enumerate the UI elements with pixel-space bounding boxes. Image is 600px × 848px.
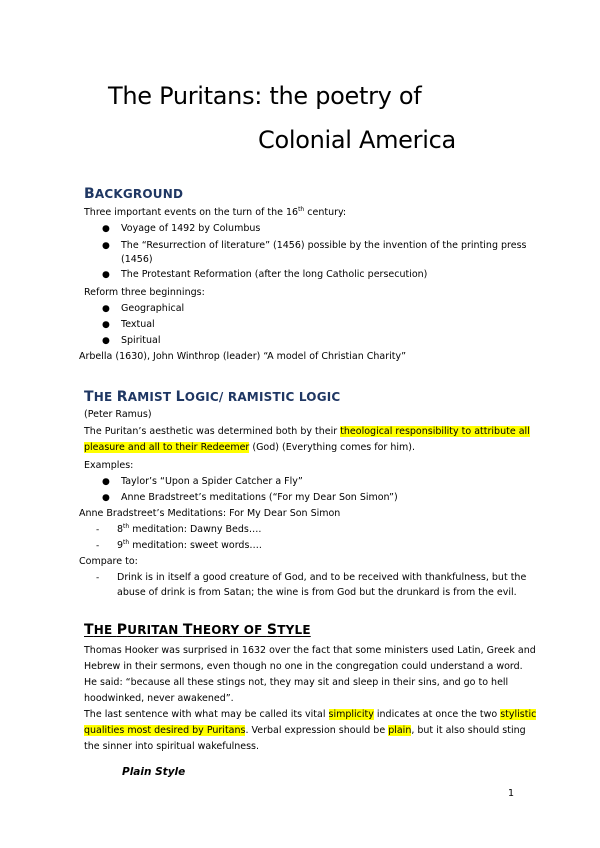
highlight: plain (388, 725, 412, 736)
bullet-icon: ● (102, 270, 110, 280)
event-item: Voyage of 1492 by Columbus (121, 223, 261, 234)
plain-style-subheading: Plain Style (122, 766, 186, 778)
bullet-icon: ● (102, 224, 110, 234)
meditations-title: Anne Bradstreet’s Meditations: For My Dear Son Simon (79, 508, 341, 519)
simplicity-line-1: The last sentence with what may be called its vital simplicity indicates at once the two stylistic (84, 709, 537, 720)
dash-icon: - (96, 525, 100, 535)
highlight: qualities most desired by Puritans (84, 725, 246, 736)
beginning-item: Textual (121, 319, 155, 330)
hooker-line-2: Hebrew in their sermons, even though no one in the congregation could understand a word. (84, 661, 523, 672)
simplicity-line-3: the sinner into spiritual wakefulness. (84, 741, 260, 752)
hooker-line-1: Thomas Hooker was surprised in 1632 over the fact that some ministers used Latin, Greek and (84, 645, 536, 656)
events-intro: Three important events on the turn of the 16th century: (84, 205, 347, 218)
beginning-item: Spiritual (121, 335, 161, 346)
bullet-icon: ● (102, 320, 110, 330)
reform-intro: Reform three beginnings: (84, 287, 205, 298)
compare-line-1: Drink is in itself a good creature of God, and to be received with thankfulness, but the (117, 572, 527, 583)
event-item: The “Resurrection of literature” (1456) possible by the invention of the printing press (121, 240, 527, 251)
background-heading: BACKGROUND (84, 186, 184, 202)
hooker-line-4: hoodwinked, never awakened”. (84, 693, 234, 704)
page-number: 1 (508, 788, 515, 799)
bullet-icon: ● (102, 304, 110, 314)
highlight: pleasure and all to their Redeemer (84, 442, 250, 453)
bullet-icon: ● (102, 241, 110, 251)
highlight: simplicity (328, 709, 374, 720)
compare-line-2: abuse of drink is from Satan; the wine is from God but the drunkard is from the evil. (117, 587, 517, 598)
event-item: The Protestant Reformation (after the long Catholic persecution) (121, 269, 428, 280)
hooker-line-3: He said: “because all these stings not, they may sit and sleep in their sins, and go to hell (84, 677, 509, 688)
event-item-continued: (1456) (121, 254, 153, 265)
bullet-icon: ● (102, 477, 110, 487)
meditation-item: 9th meditation: sweet words…. (117, 538, 262, 551)
title-line-1: The Puritans: the poetry of (108, 82, 422, 110)
aesthetic-line-2: pleasure and all to their Redeemer (God) (Everything comes for him). (84, 442, 415, 453)
bullet-icon: ● (102, 336, 110, 346)
title-line-2: Colonial America (258, 126, 456, 154)
simplicity-line-2: qualities most desired by Puritans. Verbal expression should be plain, but it also should sting (84, 725, 526, 736)
dash-icon: - (96, 541, 100, 551)
example-item: Anne Bradstreet’s meditations (“For my Dear Son Simon”) (121, 492, 398, 503)
ramus-author: (Peter Ramus) (84, 409, 152, 420)
aesthetic-line-1: The Puritan’s aesthetic was determined both by their theological responsibility to attribute all (84, 426, 530, 437)
bullet-icon: ● (102, 493, 110, 503)
style-heading: THE PURITAN THEORY OF STYLE (84, 622, 311, 638)
compare-label: Compare to: (79, 556, 138, 567)
meditation-item: 8th meditation: Dawny Beds…. (117, 522, 262, 535)
example-item: Taylor’s “Upon a Spider Catcher a Fly” (121, 476, 303, 487)
dash-icon: - (96, 573, 100, 583)
examples-label: Examples: (84, 460, 134, 471)
highlight: theological responsibility to attribute all (340, 426, 530, 437)
beginning-item: Geographical (121, 303, 185, 314)
ramist-heading: THE RAMIST LOGIC/ RAMISTIC LOGIC (84, 389, 341, 405)
arbella-line: Arbella (1630), John Winthrop (leader) “A model of Christian Charity” (79, 351, 407, 362)
highlight: stylistic (500, 709, 537, 720)
